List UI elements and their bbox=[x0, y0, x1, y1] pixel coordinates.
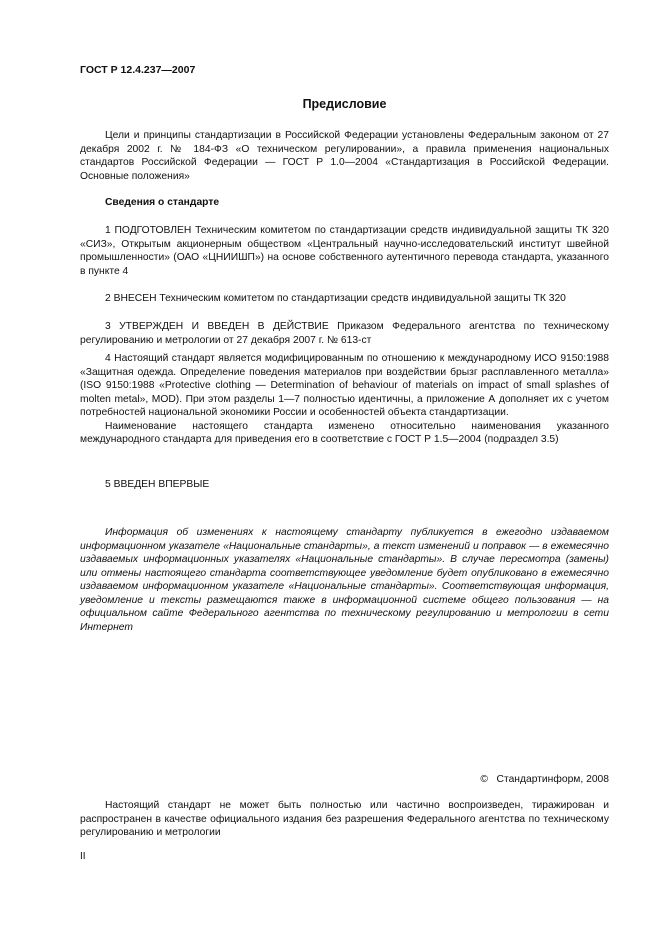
reproduction-notice-text: Настоящий стандарт не может быть полностью или частично воспроизведен, тиражирован и распространен в качестве официального издания без разрешения Федерального агентства по техническому регулированию и метрологии bbox=[80, 800, 609, 838]
item-4 bbox=[80, 352, 609, 447]
info-notice-text: Информация об изменениях к настоящему стандарту публикуется в ежегодно издаваемом информационном указателе «Национальные стандарты», а текст изменений и поправок — в ежемесячно издаваемых информационных указателях «Национальные стандарты». В случае пересмотра (замены) или отмены настоящего стандарта соответствующее уведомление будет опубликовано в ежемесячно издаваемом информационном указателе «Национальные стандарты». Соответствующая информация, уведомление и тексты размещаются также в информационной системе общего пользования — на официальном сайте Федерального агентства по техническому регулированию и метрологии в сети Интернет bbox=[80, 527, 609, 633]
copyright: © Стандартинформ, 2008 bbox=[480, 774, 609, 785]
item-1 bbox=[80, 224, 609, 278]
info-notice bbox=[80, 526, 609, 634]
item-4-text: 4 Настоящий стандарт является модифицированным по отношению к международному ИСО 9150:1988 «Защитная одежда. Определение поведения материалов при воздействии брызг расплавленного металла» (ISO 9150:1988 «Protective clothing — Determination of behaviour of materials on impact of small splashes of molten metal», MOD). При этом разделы 1—7 полностью идентичны, а приложение А дополняет их с учетом потребностей национальной экономики России и особенностей объекта стандартизации. bbox=[80, 353, 609, 418]
page-title: Предисловие bbox=[302, 97, 387, 111]
item-3 bbox=[80, 320, 609, 347]
item-2-text: 2 ВНЕСЕН Техническим комитетом по стандартизации средств индивидуальной защиты ТК 320 bbox=[105, 293, 566, 304]
item-3-text: 3 УТВЕРЖДЕН И ВВЕДЕН В ДЕЙСТВИЕ Приказом Федерального агентства по техническому регулированию и метрологии от 27 декабря 2007 г. № 613-ст bbox=[80, 321, 609, 346]
item-2 bbox=[80, 292, 609, 306]
item-4-note: Наименование настоящего стандарта изменено относительно наименования указанного международного стандарта для приведения его в соответствие с ГОСТ Р 1.5—2004 (подраздел 3.5) bbox=[80, 420, 609, 445]
item-5-text: 5 ВВЕДЕН ВПЕРВЫЕ bbox=[105, 479, 210, 490]
item-5 bbox=[80, 478, 609, 492]
standard-code: ГОСТ Р 12.4.237—2007 bbox=[80, 64, 196, 76]
page-number: II bbox=[80, 851, 86, 862]
item-1-text: 1 ПОДГОТОВЛЕН Техническим комитетом по стандартизации средств индивидуальной защиты ТК 320 «СИЗ», Открытым акционерным обществом «Центральный научно-исследовательский институт швейной промышленности» (ОАО «ЦНИИШП») на основе собственного аутентичного перевода стандарта, указанного в пункте 4 bbox=[80, 225, 609, 277]
reproduction-notice bbox=[80, 799, 609, 840]
intro-text: Цели и принципы стандартизации в Российской Федерации установлены Федеральным законом от 27 декабря 2002 г. № 184-ФЗ «О техническом регулировании», а правила применения национальных стандартов Российской Федерации — ГОСТ Р 1.0—2004 «Стандартизация в Российской Федерации. Основные положения» bbox=[80, 130, 609, 182]
section-subheading: Сведения о стандарте bbox=[105, 197, 220, 208]
intro-paragraph bbox=[80, 129, 609, 183]
